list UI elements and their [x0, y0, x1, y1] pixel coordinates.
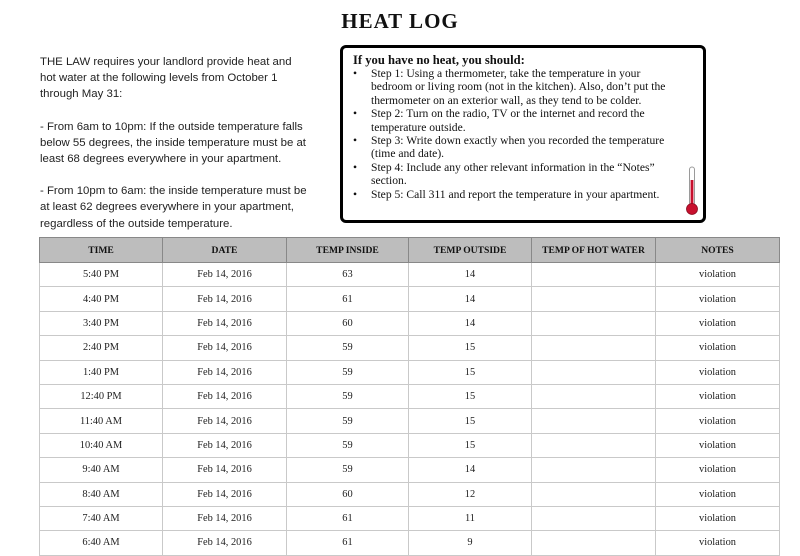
table-header-row: [40, 238, 780, 263]
temp-inside-cell: 59: [287, 409, 409, 433]
temp-inside-cell: 61: [287, 287, 409, 311]
table-row: [40, 336, 780, 360]
temp-outside-cell: 14: [409, 263, 532, 287]
instructions-steps: [353, 67, 675, 201]
date-cell: Feb 14, 2016: [163, 409, 287, 433]
date-cell: Feb 14, 2016: [163, 263, 287, 287]
hot-water-cell: [532, 287, 656, 311]
date-cell: Feb 14, 2016: [163, 360, 287, 384]
table-row: [40, 287, 780, 311]
temp-inside-cell: 59: [287, 360, 409, 384]
table-row: [40, 384, 780, 408]
instruction-step-5: [353, 188, 675, 201]
date-cell: Feb 14, 2016: [163, 482, 287, 506]
column-header-notes: NOTES: [656, 238, 780, 263]
column-header-temp-outside: TEMP OUTSIDE: [409, 238, 532, 263]
temp-outside-cell: 15: [409, 433, 532, 457]
column-header-time: TIME: [40, 238, 163, 263]
hot-water-cell: [532, 409, 656, 433]
instruction-step-2: [353, 107, 675, 134]
instructions-title: If you have no heat, you should:: [353, 53, 525, 67]
time-cell: 3:40 PM: [40, 311, 163, 335]
temp-outside-cell: 14: [409, 458, 532, 482]
step-text: Step 4: Include any other relevant information in the “Notes” section.: [371, 160, 655, 188]
notes-cell: violation: [656, 287, 780, 311]
temp-inside-cell: 59: [287, 384, 409, 408]
table-body: [40, 263, 780, 556]
time-cell: 7:40 AM: [40, 506, 163, 530]
hot-water-cell: [532, 506, 656, 530]
step-text: Step 3: Write down exactly when you recorded the temperature (time and date).: [371, 134, 665, 161]
hot-water-cell: [532, 433, 656, 457]
date-cell: Feb 14, 2016: [163, 506, 287, 530]
hot-water-cell: [532, 482, 656, 506]
table-row: [40, 263, 780, 287]
temp-inside-cell: 61: [287, 531, 409, 555]
time-cell: 8:40 AM: [40, 482, 163, 506]
hot-water-cell: [532, 384, 656, 408]
notes-cell: violation: [656, 263, 780, 287]
table-row: [40, 506, 780, 530]
hot-water-cell: [532, 458, 656, 482]
instruction-step-4: [353, 161, 675, 188]
table-row: [40, 360, 780, 384]
table-row: [40, 458, 780, 482]
temp-outside-cell: 15: [409, 384, 532, 408]
temp-inside-cell: 63: [287, 263, 409, 287]
notes-cell: violation: [656, 360, 780, 384]
time-cell: 11:40 AM: [40, 409, 163, 433]
date-cell: Feb 14, 2016: [163, 531, 287, 555]
temp-inside-cell: 59: [287, 336, 409, 360]
column-header-hot-water: TEMP OF HOT WATER: [532, 238, 656, 263]
date-cell: Feb 14, 2016: [163, 287, 287, 311]
date-cell: Feb 14, 2016: [163, 384, 287, 408]
thermometer-icon: [685, 166, 699, 216]
notes-cell: violation: [656, 433, 780, 457]
page-title: HEAT LOG: [341, 9, 459, 33]
step-text: Step 2: Turn on the radio, TV or the internet and record the temperature outside.: [371, 107, 645, 134]
temp-inside-cell: 61: [287, 506, 409, 530]
table-row: [40, 311, 780, 335]
table-row: [40, 409, 780, 433]
date-cell: Feb 14, 2016: [163, 336, 287, 360]
time-cell: 1:40 PM: [40, 360, 163, 384]
instruction-step-1: [353, 67, 675, 107]
notes-cell: violation: [656, 458, 780, 482]
time-cell: 4:40 PM: [40, 287, 163, 311]
law-description: [40, 54, 310, 248]
temp-outside-cell: 15: [409, 336, 532, 360]
temp-outside-cell: 15: [409, 409, 532, 433]
temp-inside-cell: 60: [287, 482, 409, 506]
time-cell: 6:40 AM: [40, 531, 163, 555]
date-cell: Feb 14, 2016: [163, 433, 287, 457]
hot-water-cell: [532, 336, 656, 360]
temp-outside-cell: 12: [409, 482, 532, 506]
heat-log-table: [39, 237, 780, 556]
time-cell: 5:40 PM: [40, 263, 163, 287]
notes-cell: violation: [656, 482, 780, 506]
time-cell: 12:40 PM: [40, 384, 163, 408]
law-nighttime-rule: - From 10pm to 6am: the inside temperature must be at least 62 degrees everywhere in your apartment, regardless of the outside temperature.: [40, 185, 307, 230]
date-cell: Feb 14, 2016: [163, 311, 287, 335]
temp-outside-cell: 14: [409, 311, 532, 335]
table-row: [40, 482, 780, 506]
bullet-icon: •: [353, 107, 358, 121]
instruction-step-3: [353, 134, 675, 161]
temp-outside-cell: 9: [409, 531, 532, 555]
temp-inside-cell: 59: [287, 458, 409, 482]
step-text: Step 5: Call 311 and report the temperature in your apartment.: [371, 187, 660, 201]
notes-cell: violation: [656, 506, 780, 530]
bullet-icon: •: [353, 160, 358, 174]
notes-cell: violation: [656, 384, 780, 408]
notes-cell: violation: [656, 531, 780, 555]
notes-cell: violation: [656, 409, 780, 433]
date-cell: Feb 14, 2016: [163, 458, 287, 482]
bullet-icon: •: [353, 134, 358, 148]
notes-cell: violation: [656, 336, 780, 360]
step-text: Step 1: Using a thermometer, take the temperature in your bedroom or living room (not in the kitchen). Also, don’t put the thermometer on an exterior wall, as they tend to be colder.: [371, 67, 666, 107]
column-header-temp-inside: TEMP INSIDE: [287, 238, 409, 263]
temp-inside-cell: 59: [287, 433, 409, 457]
law-intro: THE LAW requires your landlord provide heat and hot water at the following levels from October 1 through May 31:: [40, 56, 292, 101]
time-cell: 9:40 AM: [40, 458, 163, 482]
time-cell: 10:40 AM: [40, 433, 163, 457]
temp-outside-cell: 11: [409, 506, 532, 530]
instructions-box: [340, 45, 706, 223]
notes-cell: violation: [656, 311, 780, 335]
time-cell: 2:40 PM: [40, 336, 163, 360]
table-row: [40, 531, 780, 555]
column-header-date: DATE: [163, 238, 287, 263]
hot-water-cell: [532, 311, 656, 335]
hot-water-cell: [532, 531, 656, 555]
temp-outside-cell: 14: [409, 287, 532, 311]
bullet-icon: •: [353, 187, 358, 201]
bullet-icon: •: [353, 67, 358, 80]
hot-water-cell: [532, 263, 656, 287]
table-row: [40, 433, 780, 457]
law-daytime-rule: - From 6am to 10pm: If the outside temperature falls below 55 degrees, the inside temperature must be at least 68 degrees everywhere in your apartment.: [40, 120, 306, 166]
temp-inside-cell: 60: [287, 311, 409, 335]
temp-outside-cell: 15: [409, 360, 532, 384]
hot-water-cell: [532, 360, 656, 384]
